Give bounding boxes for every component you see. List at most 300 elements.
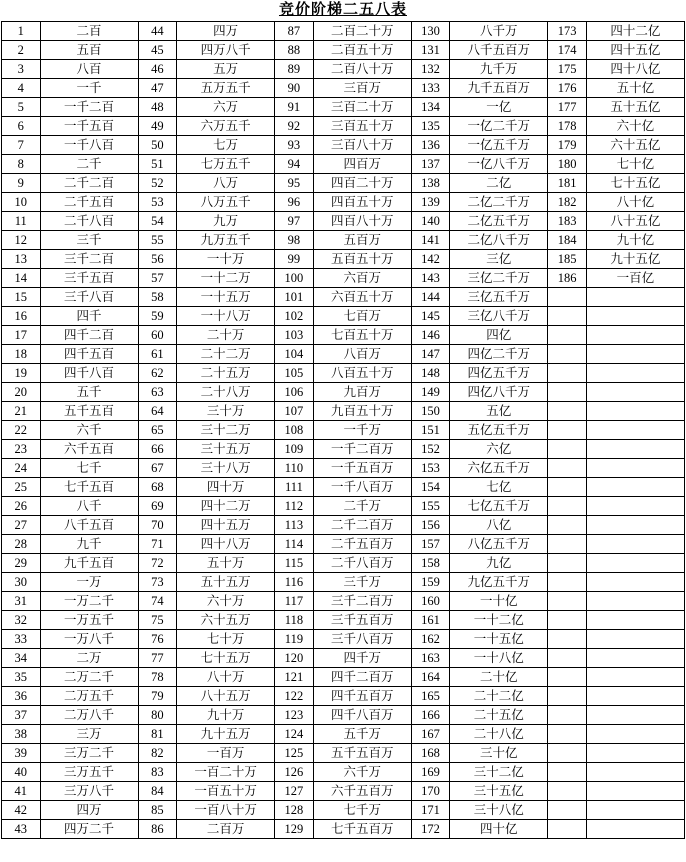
table-cell-index: 102 bbox=[275, 307, 314, 326]
table-row bbox=[2, 649, 685, 668]
table-cell-value: 七亿五千万 bbox=[450, 497, 548, 516]
table-cell-value: 五万 bbox=[177, 60, 275, 79]
table-cell-value: 五万五千 bbox=[177, 79, 275, 98]
table-cell-value: 二十八万 bbox=[177, 383, 275, 402]
table-cell-index: 173 bbox=[548, 22, 587, 41]
table-cell-value: 七千五百万 bbox=[313, 820, 411, 839]
table-cell-index: 110 bbox=[275, 459, 314, 478]
table-cell-value: 一亿 bbox=[450, 98, 548, 117]
table-cell-index: 169 bbox=[411, 763, 450, 782]
table-cell-index: 115 bbox=[275, 554, 314, 573]
table-cell-index: 76 bbox=[138, 630, 177, 649]
table-cell-empty bbox=[586, 554, 684, 573]
table-cell-value: 八万五千 bbox=[177, 193, 275, 212]
table-cell-value: 二百 bbox=[40, 22, 138, 41]
table-cell-value: 八万 bbox=[177, 174, 275, 193]
table-cell-index: 158 bbox=[411, 554, 450, 573]
table-cell-value: 九万 bbox=[177, 212, 275, 231]
table-cell-value: 三亿 bbox=[450, 250, 548, 269]
table-cell-value: 八十万 bbox=[177, 668, 275, 687]
table-cell-value: 七百五十万 bbox=[313, 326, 411, 345]
table-cell-index: 66 bbox=[138, 440, 177, 459]
table-cell-index: 80 bbox=[138, 706, 177, 725]
table-cell-value: 二十二亿 bbox=[450, 687, 548, 706]
table-cell-index: 186 bbox=[548, 269, 587, 288]
table-cell-index: 163 bbox=[411, 649, 450, 668]
table-cell-value: 五亿 bbox=[450, 402, 548, 421]
table-cell-value: 八十五亿 bbox=[586, 212, 684, 231]
table-cell-empty bbox=[586, 288, 684, 307]
table-cell-index: 122 bbox=[275, 687, 314, 706]
table-cell-value: 七十五亿 bbox=[586, 174, 684, 193]
table-cell-value: 一亿二千万 bbox=[450, 117, 548, 136]
table-cell-index: 32 bbox=[2, 611, 41, 630]
table-cell-index: 10 bbox=[2, 193, 41, 212]
table-cell-index: 96 bbox=[275, 193, 314, 212]
table-cell-index: 91 bbox=[275, 98, 314, 117]
table-cell-index: 139 bbox=[411, 193, 450, 212]
table-cell-value: 一十八亿 bbox=[450, 649, 548, 668]
table-row bbox=[2, 383, 685, 402]
table-cell-index: 46 bbox=[138, 60, 177, 79]
table-cell-index: 67 bbox=[138, 459, 177, 478]
table-cell-value: 一千五百 bbox=[40, 117, 138, 136]
table-cell-value: 四千万 bbox=[313, 649, 411, 668]
table-cell-index: 23 bbox=[2, 440, 41, 459]
table-cell-empty bbox=[548, 611, 587, 630]
table-cell-value: 三百万 bbox=[313, 79, 411, 98]
table-cell-index: 44 bbox=[138, 22, 177, 41]
table-cell-value: 七亿 bbox=[450, 478, 548, 497]
table-row bbox=[2, 79, 685, 98]
table-cell-index: 168 bbox=[411, 744, 450, 763]
table-cell-index: 70 bbox=[138, 516, 177, 535]
table-cell-index: 124 bbox=[275, 725, 314, 744]
table-cell-value: 四万 bbox=[177, 22, 275, 41]
table-cell-empty bbox=[586, 535, 684, 554]
table-cell-index: 164 bbox=[411, 668, 450, 687]
table-row bbox=[2, 41, 685, 60]
table-cell-value: 六千 bbox=[40, 421, 138, 440]
table-cell-index: 27 bbox=[2, 516, 41, 535]
table-cell-index: 170 bbox=[411, 782, 450, 801]
table-cell-index: 31 bbox=[2, 592, 41, 611]
table-cell-index: 36 bbox=[2, 687, 41, 706]
table-cell-value: 四千五百 bbox=[40, 345, 138, 364]
table-row bbox=[2, 801, 685, 820]
table-cell-value: 四千二百 bbox=[40, 326, 138, 345]
table-cell-value: 五百五十万 bbox=[313, 250, 411, 269]
table-cell-empty bbox=[586, 421, 684, 440]
table-cell-value: 三千八百万 bbox=[313, 630, 411, 649]
table-cell-empty bbox=[548, 725, 587, 744]
table-cell-value: 九百五十万 bbox=[313, 402, 411, 421]
table-cell-index: 63 bbox=[138, 383, 177, 402]
table-cell-value: 五十五万 bbox=[177, 573, 275, 592]
table-row bbox=[2, 744, 685, 763]
table-cell-index: 150 bbox=[411, 402, 450, 421]
table-cell-value: 三万二千 bbox=[40, 744, 138, 763]
table-row bbox=[2, 98, 685, 117]
table-cell-index: 40 bbox=[2, 763, 41, 782]
table-cell-index: 120 bbox=[275, 649, 314, 668]
table-row bbox=[2, 117, 685, 136]
table-cell-index: 125 bbox=[275, 744, 314, 763]
table-cell-value: 四万八千 bbox=[177, 41, 275, 60]
table-row bbox=[2, 402, 685, 421]
table-cell-index: 48 bbox=[138, 98, 177, 117]
table-cell-value: 二百五十万 bbox=[313, 41, 411, 60]
table-cell-index: 82 bbox=[138, 744, 177, 763]
table-cell-index: 184 bbox=[548, 231, 587, 250]
table-cell-index: 15 bbox=[2, 288, 41, 307]
table-cell-value: 二千五百万 bbox=[313, 535, 411, 554]
table-cell-index: 87 bbox=[275, 22, 314, 41]
table-cell-index: 132 bbox=[411, 60, 450, 79]
table-cell-empty bbox=[548, 573, 587, 592]
table-cell-value: 四亿二千万 bbox=[450, 345, 548, 364]
table-cell-index: 140 bbox=[411, 212, 450, 231]
table-cell-value: 四十二万 bbox=[177, 497, 275, 516]
table-cell-value: 七万 bbox=[177, 136, 275, 155]
table-cell-empty bbox=[586, 611, 684, 630]
table-cell-index: 9 bbox=[2, 174, 41, 193]
table-cell-index: 152 bbox=[411, 440, 450, 459]
table-cell-index: 51 bbox=[138, 155, 177, 174]
table-cell-index: 71 bbox=[138, 535, 177, 554]
table-cell-index: 101 bbox=[275, 288, 314, 307]
table-cell-empty bbox=[548, 497, 587, 516]
table-cell-empty bbox=[548, 706, 587, 725]
table-cell-value: 三十五亿 bbox=[450, 782, 548, 801]
table-cell-empty bbox=[586, 459, 684, 478]
page-title: 竞价阶梯二五八表 bbox=[278, 2, 407, 18]
table-cell-value: 二十亿 bbox=[450, 668, 548, 687]
table-cell-empty bbox=[548, 535, 587, 554]
table-cell-index: 159 bbox=[411, 573, 450, 592]
table-cell-index: 43 bbox=[2, 820, 41, 839]
table-cell-value: 九千万 bbox=[450, 60, 548, 79]
table-cell-index: 105 bbox=[275, 364, 314, 383]
table-cell-empty bbox=[548, 345, 587, 364]
table-cell-value: 六十五亿 bbox=[586, 136, 684, 155]
table-cell-value: 二千五百 bbox=[40, 193, 138, 212]
table-cell-index: 142 bbox=[411, 250, 450, 269]
table-cell-value: 八千五百万 bbox=[450, 41, 548, 60]
table-cell-value: 七十亿 bbox=[586, 155, 684, 174]
table-cell-index: 156 bbox=[411, 516, 450, 535]
table-row bbox=[2, 668, 685, 687]
table-cell-value: 四百万 bbox=[313, 155, 411, 174]
table-cell-index: 34 bbox=[2, 649, 41, 668]
table-cell-index: 185 bbox=[548, 250, 587, 269]
table-cell-value: 二千二百万 bbox=[313, 516, 411, 535]
table-cell-value: 五千 bbox=[40, 383, 138, 402]
table-cell-empty bbox=[586, 516, 684, 535]
table-cell-value: 一十二万 bbox=[177, 269, 275, 288]
table-cell-value: 六亿 bbox=[450, 440, 548, 459]
table-cell-index: 123 bbox=[275, 706, 314, 725]
table-cell-value: 七百万 bbox=[313, 307, 411, 326]
table-cell-index: 153 bbox=[411, 459, 450, 478]
table-cell-index: 176 bbox=[548, 79, 587, 98]
table-body bbox=[2, 22, 685, 839]
table-cell-value: 二亿二千万 bbox=[450, 193, 548, 212]
table-cell-empty bbox=[548, 649, 587, 668]
table-cell-index: 103 bbox=[275, 326, 314, 345]
table-cell-index: 75 bbox=[138, 611, 177, 630]
table-cell-index: 52 bbox=[138, 174, 177, 193]
table-row bbox=[2, 516, 685, 535]
table-cell-value: 四千八百 bbox=[40, 364, 138, 383]
table-cell-value: 八亿五千万 bbox=[450, 535, 548, 554]
table-cell-value: 四亿 bbox=[450, 326, 548, 345]
table-cell-empty bbox=[548, 782, 587, 801]
table-cell-index: 183 bbox=[548, 212, 587, 231]
table-cell-empty bbox=[586, 440, 684, 459]
table-cell-index: 147 bbox=[411, 345, 450, 364]
table-cell-value: 四十八亿 bbox=[586, 60, 684, 79]
table-row bbox=[2, 535, 685, 554]
table-cell-value: 九千 bbox=[40, 535, 138, 554]
table-cell-value: 一千二百 bbox=[40, 98, 138, 117]
table-cell-index: 17 bbox=[2, 326, 41, 345]
table-cell-index: 60 bbox=[138, 326, 177, 345]
table-cell-empty bbox=[586, 744, 684, 763]
table-row bbox=[2, 573, 685, 592]
table-cell-value: 一十八万 bbox=[177, 307, 275, 326]
table-cell-empty bbox=[586, 345, 684, 364]
table-cell-value: 一千八百万 bbox=[313, 478, 411, 497]
table-cell-index: 4 bbox=[2, 79, 41, 98]
table-cell-empty bbox=[548, 630, 587, 649]
table-cell-value: 二千八百万 bbox=[313, 554, 411, 573]
table-cell-index: 49 bbox=[138, 117, 177, 136]
table-cell-value: 二十二万 bbox=[177, 345, 275, 364]
table-cell-value: 一万五千 bbox=[40, 611, 138, 630]
table-cell-empty bbox=[548, 421, 587, 440]
table-cell-index: 146 bbox=[411, 326, 450, 345]
table-cell-value: 九十五亿 bbox=[586, 250, 684, 269]
table-cell-empty bbox=[548, 744, 587, 763]
table-cell-index: 145 bbox=[411, 307, 450, 326]
table-cell-value: 三十八万 bbox=[177, 459, 275, 478]
table-row bbox=[2, 269, 685, 288]
table-cell-index: 72 bbox=[138, 554, 177, 573]
table-cell-value: 六千万 bbox=[313, 763, 411, 782]
table-cell-index: 167 bbox=[411, 725, 450, 744]
table-row bbox=[2, 193, 685, 212]
table-cell-index: 94 bbox=[275, 155, 314, 174]
table-cell-value: 四千二百万 bbox=[313, 668, 411, 687]
table-cell-value: 六千五百 bbox=[40, 440, 138, 459]
table-cell-value: 四十万 bbox=[177, 478, 275, 497]
table-cell-index: 177 bbox=[548, 98, 587, 117]
table-cell-value: 二亿 bbox=[450, 174, 548, 193]
table-cell-index: 21 bbox=[2, 402, 41, 421]
table-cell-index: 73 bbox=[138, 573, 177, 592]
table-cell-value: 九千五百 bbox=[40, 554, 138, 573]
table-cell-empty bbox=[586, 326, 684, 345]
table-cell-index: 143 bbox=[411, 269, 450, 288]
table-cell-value: 三千五百 bbox=[40, 269, 138, 288]
table-cell-value: 三十二万 bbox=[177, 421, 275, 440]
table-cell-index: 171 bbox=[411, 801, 450, 820]
table-cell-index: 149 bbox=[411, 383, 450, 402]
table-cell-index: 41 bbox=[2, 782, 41, 801]
table-cell-empty bbox=[548, 440, 587, 459]
table-cell-value: 一百亿 bbox=[586, 269, 684, 288]
table-cell-value: 七十万 bbox=[177, 630, 275, 649]
table-row bbox=[2, 459, 685, 478]
table-cell-index: 86 bbox=[138, 820, 177, 839]
table-cell-value: 四万 bbox=[40, 801, 138, 820]
table-cell-index: 3 bbox=[2, 60, 41, 79]
table-cell-value: 二万 bbox=[40, 649, 138, 668]
table-cell-index: 136 bbox=[411, 136, 450, 155]
table-cell-value: 四万二千 bbox=[40, 820, 138, 839]
table-cell-value: 七千五百 bbox=[40, 478, 138, 497]
table-cell-index: 38 bbox=[2, 725, 41, 744]
table-cell-value: 三十二亿 bbox=[450, 763, 548, 782]
table-cell-index: 148 bbox=[411, 364, 450, 383]
table-cell-index: 92 bbox=[275, 117, 314, 136]
table-row bbox=[2, 554, 685, 573]
table-cell-index: 111 bbox=[275, 478, 314, 497]
table-cell-index: 161 bbox=[411, 611, 450, 630]
table-cell-index: 7 bbox=[2, 136, 41, 155]
table-cell-index: 118 bbox=[275, 611, 314, 630]
table-cell-value: 八百五十万 bbox=[313, 364, 411, 383]
table-cell-value: 一千二百万 bbox=[313, 440, 411, 459]
table-cell-value: 四十亿 bbox=[450, 820, 548, 839]
table-cell-empty bbox=[586, 668, 684, 687]
table-cell-value: 六十万 bbox=[177, 592, 275, 611]
table-cell-index: 14 bbox=[2, 269, 41, 288]
table-cell-index: 84 bbox=[138, 782, 177, 801]
table-cell-empty bbox=[548, 516, 587, 535]
table-cell-value: 三千五百万 bbox=[313, 611, 411, 630]
table-cell-value: 二千八百 bbox=[40, 212, 138, 231]
table-cell-index: 42 bbox=[2, 801, 41, 820]
table-cell-index: 54 bbox=[138, 212, 177, 231]
table-cell-empty bbox=[586, 706, 684, 725]
table-cell-index: 5 bbox=[2, 98, 41, 117]
table-cell-value: 九十万 bbox=[177, 706, 275, 725]
table-cell-value: 三万五千 bbox=[40, 763, 138, 782]
table-cell-empty bbox=[586, 649, 684, 668]
table-cell-value: 三千 bbox=[40, 231, 138, 250]
table-cell-empty bbox=[548, 288, 587, 307]
table-row bbox=[2, 592, 685, 611]
table-cell-empty bbox=[548, 592, 587, 611]
table-cell-value: 二十八亿 bbox=[450, 725, 548, 744]
table-cell-value: 五千五百 bbox=[40, 402, 138, 421]
table-cell-value: 四十八万 bbox=[177, 535, 275, 554]
table-cell-index: 95 bbox=[275, 174, 314, 193]
table-row bbox=[2, 421, 685, 440]
table-cell-index: 74 bbox=[138, 592, 177, 611]
table-cell-value: 三十五万 bbox=[177, 440, 275, 459]
table-cell-value: 六亿五千万 bbox=[450, 459, 548, 478]
table-row bbox=[2, 136, 685, 155]
table-cell-value: 一亿八千万 bbox=[450, 155, 548, 174]
table-cell-index: 20 bbox=[2, 383, 41, 402]
table-cell-value: 九亿 bbox=[450, 554, 548, 573]
table-cell-empty bbox=[548, 459, 587, 478]
table-cell-value: 八百万 bbox=[313, 345, 411, 364]
table-cell-index: 154 bbox=[411, 478, 450, 497]
table-cell-value: 一亿五千万 bbox=[450, 136, 548, 155]
table-cell-value: 一万八千 bbox=[40, 630, 138, 649]
table-cell-value: 二千 bbox=[40, 155, 138, 174]
table-cell-value: 二万二千 bbox=[40, 668, 138, 687]
table-cell-empty bbox=[586, 687, 684, 706]
table-cell-value: 三亿八千万 bbox=[450, 307, 548, 326]
table-cell-value: 一十亿 bbox=[450, 592, 548, 611]
table-cell-index: 106 bbox=[275, 383, 314, 402]
table-cell-index: 166 bbox=[411, 706, 450, 725]
table-cell-empty bbox=[586, 478, 684, 497]
table-cell-value: 五百万 bbox=[313, 231, 411, 250]
table-cell-value: 六万 bbox=[177, 98, 275, 117]
table-cell-empty bbox=[548, 383, 587, 402]
table-cell-value: 一百二十万 bbox=[177, 763, 275, 782]
table-cell-value: 四亿五千万 bbox=[450, 364, 548, 383]
table-cell-value: 三万八千 bbox=[40, 782, 138, 801]
table-cell-index: 89 bbox=[275, 60, 314, 79]
table-cell-value: 一十二亿 bbox=[450, 611, 548, 630]
table-cell-index: 107 bbox=[275, 402, 314, 421]
table-cell-index: 58 bbox=[138, 288, 177, 307]
table-cell-index: 134 bbox=[411, 98, 450, 117]
table-cell-index: 24 bbox=[2, 459, 41, 478]
table-cell-value: 三百二十万 bbox=[313, 98, 411, 117]
table-cell-empty bbox=[548, 402, 587, 421]
table-cell-value: 七万五千 bbox=[177, 155, 275, 174]
table-cell-value: 二亿五千万 bbox=[450, 212, 548, 231]
table-cell-value: 二百万 bbox=[177, 820, 275, 839]
table-cell-value: 九十五万 bbox=[177, 725, 275, 744]
table-cell-empty bbox=[586, 307, 684, 326]
table-cell-index: 64 bbox=[138, 402, 177, 421]
table-cell-index: 88 bbox=[275, 41, 314, 60]
table-cell-empty bbox=[548, 763, 587, 782]
table-row bbox=[2, 212, 685, 231]
table-cell-index: 28 bbox=[2, 535, 41, 554]
table-cell-index: 174 bbox=[548, 41, 587, 60]
table-cell-value: 二十万 bbox=[177, 326, 275, 345]
table-cell-index: 165 bbox=[411, 687, 450, 706]
table-cell-value: 一百五十万 bbox=[177, 782, 275, 801]
table-cell-empty bbox=[586, 402, 684, 421]
table-cell-index: 30 bbox=[2, 573, 41, 592]
table-cell-value: 三百八十万 bbox=[313, 136, 411, 155]
table-cell-value: 七十五万 bbox=[177, 649, 275, 668]
table-cell-index: 35 bbox=[2, 668, 41, 687]
table-cell-value: 二十五万 bbox=[177, 364, 275, 383]
table-cell-value: 一百万 bbox=[177, 744, 275, 763]
table-cell-index: 99 bbox=[275, 250, 314, 269]
table-cell-index: 157 bbox=[411, 535, 450, 554]
table-cell-empty bbox=[586, 801, 684, 820]
table-cell-index: 18 bbox=[2, 345, 41, 364]
table-cell-index: 8 bbox=[2, 155, 41, 174]
table-cell-value: 一千 bbox=[40, 79, 138, 98]
table-cell-index: 45 bbox=[138, 41, 177, 60]
table-cell-value: 二万五千 bbox=[40, 687, 138, 706]
table-row bbox=[2, 174, 685, 193]
